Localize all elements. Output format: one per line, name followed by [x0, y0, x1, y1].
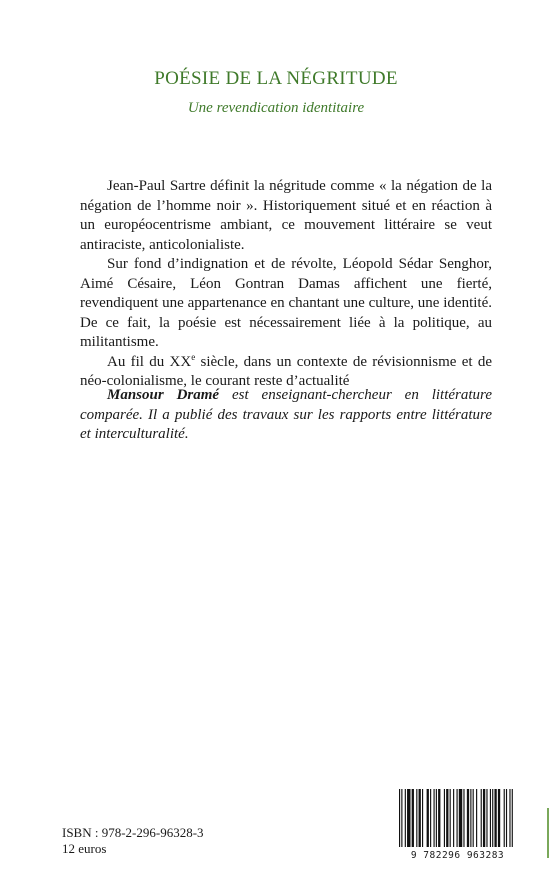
- book-price: 12 euros: [62, 841, 107, 856]
- barcode-bars-icon: [395, 787, 520, 849]
- summary-text: [80, 177, 492, 392]
- summary-paragraph-1: Jean-Paul Sartre définit la négritude comme « la négation de la négation de l’homme noir ». Historiquement situé et en réaction à un européocentrisme ambiant, ce mouvement littéraire se veut antiraciste, anticolonialiste.: [80, 178, 492, 253]
- book-subtitle: Une revendication identitaire: [187, 100, 365, 116]
- summary-paragraph-2: Sur fond d’indignation et de révolte, Léopold Sédar Senghor, Aimé Césaire, Léon Gontran Damas affichent une fierté, revendiquent une appartenance en chantant une culture, une identité. De ce fait, la poésie est nécessairement liée à la politique, au militantisme.: [80, 256, 492, 350]
- barcode: [395, 787, 520, 863]
- isbn-number: ISBN : 978-2-296-96328-3: [62, 825, 204, 840]
- author-bio: [80, 386, 492, 445]
- edge-accent-line: [547, 808, 549, 858]
- summary-paragraph-3-start: Au fil du XX: [107, 353, 192, 370]
- book-title: POÉSIE DE LA NÉGRITUDE: [154, 68, 398, 89]
- author-bio-text: est enseignant-chercheur en littérature comparée. Il a publié des travaux sur les rapports entre littérature et interculturalité.: [80, 387, 492, 442]
- barcode-digits: 9 782296 963283: [410, 850, 505, 861]
- century-superscript: e: [191, 351, 196, 362]
- summary-paragraph-3-end: siècle, dans un contexte de révisionnisme et de néo-colonialisme, le courant reste d’actualité: [80, 353, 493, 389]
- author-name: Mansour Dramé: [107, 387, 220, 403]
